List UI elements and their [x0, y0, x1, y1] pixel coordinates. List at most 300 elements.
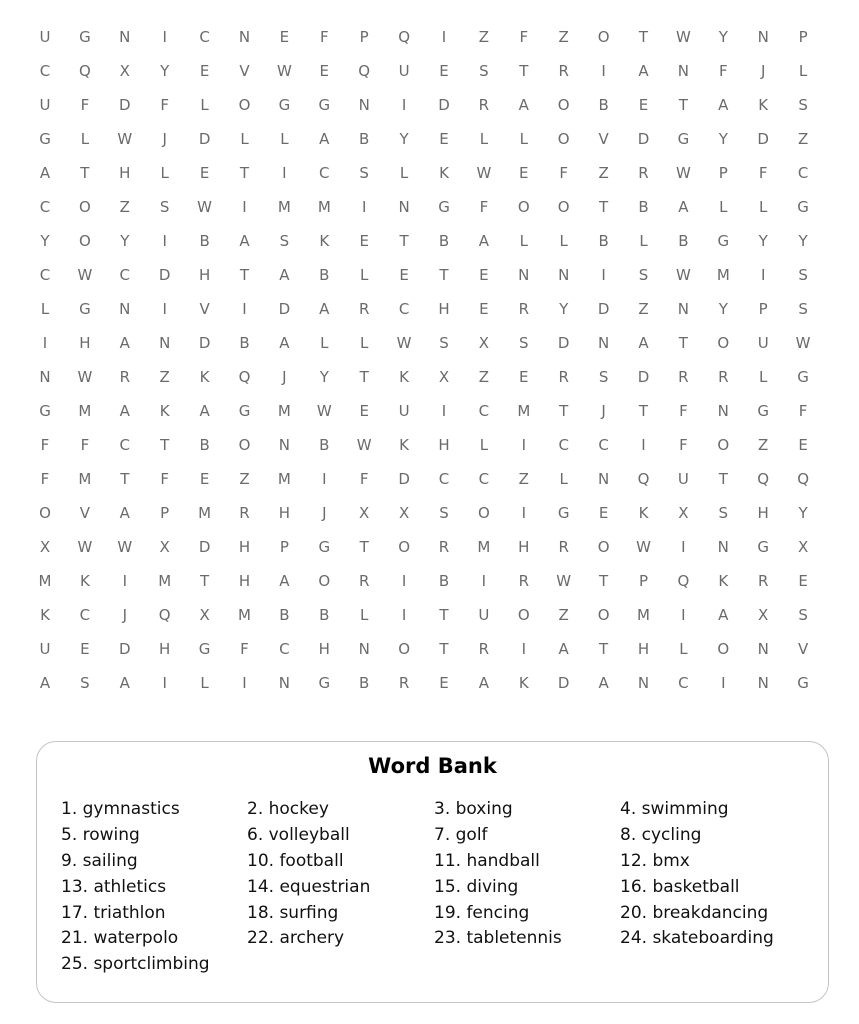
- grid-letter[interactable]: M: [277, 470, 291, 488]
- grid-letter[interactable]: G: [79, 28, 91, 46]
- grid-letter[interactable]: E: [439, 62, 449, 80]
- grid-letter[interactable]: A: [558, 640, 569, 658]
- grid-letter[interactable]: G: [198, 640, 211, 658]
- grid-letter[interactable]: H: [438, 300, 450, 318]
- grid-letter[interactable]: F: [40, 436, 50, 454]
- grid-letter[interactable]: E: [359, 232, 369, 250]
- grid-letter[interactable]: V: [199, 300, 210, 318]
- grid-letter[interactable]: T: [439, 606, 449, 624]
- grid-letter[interactable]: C: [119, 266, 131, 284]
- grid-letter[interactable]: R: [757, 572, 769, 590]
- grid-letter[interactable]: R: [638, 164, 649, 182]
- grid-letter[interactable]: N: [717, 538, 729, 556]
- grid-letter[interactable]: C: [39, 62, 51, 80]
- grid-letter[interactable]: J: [162, 130, 167, 148]
- grid-letter[interactable]: C: [678, 674, 689, 692]
- grid-letter[interactable]: D: [757, 130, 769, 148]
- grid-letter[interactable]: T: [599, 198, 609, 216]
- grid-letter[interactable]: F: [479, 198, 489, 216]
- grid-letter[interactable]: M: [517, 402, 531, 420]
- grid-letter[interactable]: M: [277, 402, 291, 420]
- grid-letter[interactable]: P: [279, 538, 289, 556]
- grid-letter[interactable]: D: [637, 130, 650, 148]
- grid-letter[interactable]: K: [758, 96, 769, 114]
- grid-letter[interactable]: M: [637, 606, 650, 624]
- grid-letter[interactable]: I: [601, 62, 606, 80]
- grid-letter[interactable]: X: [159, 538, 170, 556]
- grid-letter[interactable]: C: [598, 436, 609, 454]
- grid-letter[interactable]: Q: [158, 606, 171, 624]
- grid-letter[interactable]: O: [597, 538, 610, 556]
- grid-letter[interactable]: P: [758, 300, 768, 318]
- grid-letter[interactable]: C: [279, 640, 290, 658]
- grid-letter[interactable]: M: [198, 504, 212, 522]
- grid-letter[interactable]: A: [718, 606, 729, 624]
- grid-letter[interactable]: L: [559, 232, 568, 250]
- grid-letter[interactable]: F: [160, 470, 169, 488]
- grid-letter[interactable]: E: [319, 62, 330, 80]
- grid-letter[interactable]: I: [521, 436, 527, 454]
- grid-letter[interactable]: G: [797, 368, 809, 386]
- grid-letter[interactable]: W: [276, 62, 292, 80]
- grid-letter[interactable]: C: [39, 198, 51, 216]
- grid-letter[interactable]: S: [439, 334, 449, 352]
- grid-letter[interactable]: I: [721, 674, 726, 692]
- grid-letter[interactable]: O: [78, 232, 91, 250]
- grid-letter[interactable]: A: [279, 334, 290, 352]
- grid-letter[interactable]: Q: [757, 470, 770, 488]
- grid-letter[interactable]: Y: [319, 368, 329, 386]
- grid-letter[interactable]: N: [558, 266, 570, 284]
- grid-letter[interactable]: Q: [238, 368, 251, 386]
- grid-letter[interactable]: T: [519, 62, 529, 80]
- grid-letter[interactable]: F: [80, 96, 90, 114]
- grid-letter[interactable]: S: [279, 232, 290, 250]
- grid-letter[interactable]: F: [80, 436, 90, 454]
- grid-letter[interactable]: L: [240, 130, 249, 148]
- grid-letter[interactable]: O: [318, 572, 331, 590]
- grid-letter[interactable]: E: [519, 164, 529, 182]
- grid-letter[interactable]: D: [557, 674, 570, 692]
- grid-letter[interactable]: I: [322, 470, 327, 488]
- grid-letter[interactable]: L: [160, 164, 169, 182]
- grid-letter[interactable]: I: [282, 164, 287, 182]
- grid-letter[interactable]: W: [675, 28, 691, 46]
- grid-letter[interactable]: Y: [120, 232, 130, 250]
- grid-letter[interactable]: Y: [718, 300, 728, 318]
- grid-letter[interactable]: N: [757, 674, 769, 692]
- grid-letter[interactable]: K: [518, 674, 529, 692]
- grid-letter[interactable]: B: [438, 232, 450, 250]
- grid-letter[interactable]: Z: [518, 470, 529, 488]
- grid-letter[interactable]: M: [317, 198, 331, 216]
- grid-letter[interactable]: U: [677, 470, 689, 488]
- grid-letter[interactable]: N: [278, 674, 290, 692]
- grid-letter[interactable]: G: [238, 402, 251, 420]
- grid-letter[interactable]: O: [78, 198, 91, 216]
- grid-letter[interactable]: Y: [758, 232, 768, 250]
- grid-letter[interactable]: K: [79, 572, 90, 590]
- grid-letter[interactable]: A: [638, 62, 649, 80]
- grid-letter[interactable]: R: [558, 538, 569, 556]
- grid-letter[interactable]: P: [638, 572, 649, 590]
- grid-letter[interactable]: Y: [40, 232, 50, 250]
- grid-letter[interactable]: C: [797, 164, 809, 182]
- grid-letter[interactable]: N: [119, 300, 131, 318]
- grid-letter[interactable]: E: [359, 402, 369, 420]
- grid-letter[interactable]: O: [597, 606, 610, 624]
- grid-letter[interactable]: C: [478, 402, 490, 420]
- grid-letter[interactable]: N: [518, 266, 530, 284]
- grid-letter[interactable]: W: [117, 538, 133, 556]
- grid-letter[interactable]: S: [359, 164, 369, 182]
- grid-letter[interactable]: P: [798, 28, 808, 46]
- grid-letter[interactable]: Z: [797, 130, 809, 148]
- grid-letter[interactable]: R: [558, 62, 569, 80]
- grid-letter[interactable]: O: [717, 334, 730, 352]
- grid-letter[interactable]: N: [119, 28, 131, 46]
- grid-letter[interactable]: X: [758, 606, 769, 624]
- grid-letter[interactable]: H: [198, 266, 211, 284]
- grid-letter[interactable]: H: [278, 504, 291, 522]
- grid-letter[interactable]: B: [638, 198, 649, 216]
- grid-letter[interactable]: B: [319, 606, 330, 624]
- grid-letter[interactable]: R: [239, 504, 250, 522]
- grid-letter[interactable]: K: [159, 402, 170, 420]
- grid-letter[interactable]: F: [359, 470, 369, 488]
- grid-letter[interactable]: K: [399, 436, 410, 454]
- grid-letter[interactable]: A: [119, 674, 130, 692]
- grid-letter[interactable]: E: [399, 266, 409, 284]
- grid-letter[interactable]: T: [678, 96, 688, 114]
- grid-letter[interactable]: A: [718, 96, 729, 114]
- grid-letter[interactable]: Q: [398, 28, 410, 46]
- grid-letter[interactable]: J: [760, 62, 766, 80]
- grid-letter[interactable]: F: [679, 402, 688, 420]
- grid-letter[interactable]: W: [396, 334, 412, 352]
- grid-letter[interactable]: C: [319, 164, 330, 182]
- grid-letter[interactable]: G: [438, 198, 450, 216]
- grid-letter[interactable]: B: [199, 232, 210, 250]
- grid-letter[interactable]: V: [598, 130, 609, 148]
- grid-letter[interactable]: T: [599, 640, 609, 658]
- grid-letter[interactable]: Y: [718, 28, 728, 46]
- grid-letter[interactable]: H: [159, 640, 171, 658]
- grid-letter[interactable]: W: [636, 538, 651, 556]
- grid-letter[interactable]: G: [557, 504, 570, 522]
- grid-letter[interactable]: G: [717, 232, 730, 250]
- grid-letter[interactable]: B: [239, 334, 250, 352]
- grid-letter[interactable]: H: [637, 640, 650, 658]
- grid-letter[interactable]: L: [639, 232, 648, 250]
- grid-letter[interactable]: T: [80, 164, 90, 182]
- grid-letter[interactable]: D: [398, 470, 410, 488]
- grid-letter[interactable]: C: [438, 470, 450, 488]
- grid-letter[interactable]: T: [718, 470, 728, 488]
- grid-letter[interactable]: O: [597, 28, 610, 46]
- grid-letter[interactable]: I: [601, 266, 606, 284]
- grid-letter[interactable]: O: [557, 198, 570, 216]
- grid-letter[interactable]: L: [679, 640, 688, 658]
- grid-letter[interactable]: L: [519, 232, 528, 250]
- grid-letter[interactable]: N: [358, 96, 370, 114]
- grid-letter[interactable]: X: [119, 62, 130, 80]
- grid-letter[interactable]: X: [199, 606, 210, 624]
- grid-letter[interactable]: G: [797, 198, 809, 216]
- grid-letter[interactable]: L: [519, 130, 528, 148]
- grid-letter[interactable]: N: [398, 198, 410, 216]
- grid-letter[interactable]: N: [39, 368, 51, 386]
- grid-letter[interactable]: R: [358, 572, 370, 590]
- grid-letter[interactable]: S: [159, 198, 170, 216]
- grid-letter[interactable]: O: [238, 96, 251, 114]
- grid-letter[interactable]: L: [479, 130, 489, 148]
- grid-letter[interactable]: S: [598, 368, 609, 386]
- grid-letter[interactable]: R: [119, 368, 131, 386]
- grid-letter[interactable]: X: [797, 538, 809, 556]
- grid-letter[interactable]: S: [798, 266, 808, 284]
- grid-letter[interactable]: A: [638, 334, 649, 352]
- grid-letter[interactable]: H: [238, 538, 251, 556]
- grid-letter[interactable]: L: [759, 368, 768, 386]
- grid-letter[interactable]: I: [521, 640, 527, 658]
- grid-letter[interactable]: P: [359, 28, 369, 46]
- grid-letter[interactable]: Z: [638, 300, 649, 318]
- grid-letter[interactable]: I: [162, 28, 167, 46]
- grid-letter[interactable]: L: [200, 96, 209, 114]
- grid-letter[interactable]: A: [119, 504, 130, 522]
- grid-letter[interactable]: E: [519, 368, 529, 386]
- grid-letter[interactable]: A: [319, 300, 330, 318]
- grid-letter[interactable]: S: [718, 504, 729, 522]
- grid-letter[interactable]: C: [119, 436, 131, 454]
- grid-letter[interactable]: T: [559, 402, 569, 420]
- grid-letter[interactable]: T: [678, 334, 688, 352]
- grid-letter[interactable]: N: [278, 436, 290, 454]
- grid-letter[interactable]: Y: [718, 130, 728, 148]
- grid-letter[interactable]: D: [637, 368, 650, 386]
- grid-letter[interactable]: L: [280, 130, 289, 148]
- grid-letter[interactable]: E: [199, 470, 210, 488]
- grid-letter[interactable]: I: [242, 674, 247, 692]
- grid-letter[interactable]: N: [637, 674, 650, 692]
- grid-letter[interactable]: F: [160, 96, 169, 114]
- grid-letter[interactable]: F: [240, 640, 249, 658]
- grid-letter[interactable]: D: [119, 96, 131, 114]
- grid-letter[interactable]: E: [199, 164, 210, 182]
- grid-letter[interactable]: I: [162, 300, 167, 318]
- grid-letter[interactable]: T: [638, 402, 649, 420]
- grid-letter[interactable]: T: [239, 164, 250, 182]
- grid-letter[interactable]: N: [757, 28, 769, 46]
- grid-letter[interactable]: R: [518, 572, 530, 590]
- grid-letter[interactable]: A: [39, 164, 51, 182]
- grid-letter[interactable]: S: [439, 504, 449, 522]
- grid-letter[interactable]: I: [401, 96, 407, 114]
- grid-letter[interactable]: E: [479, 266, 489, 284]
- grid-letter[interactable]: E: [80, 640, 90, 658]
- grid-letter[interactable]: U: [39, 640, 51, 658]
- grid-letter[interactable]: I: [401, 572, 407, 590]
- grid-letter[interactable]: H: [438, 436, 450, 454]
- grid-letter[interactable]: C: [199, 28, 210, 46]
- grid-letter[interactable]: E: [439, 130, 449, 148]
- grid-letter[interactable]: Z: [558, 606, 569, 624]
- grid-letter[interactable]: D: [278, 300, 291, 318]
- grid-letter[interactable]: L: [719, 198, 728, 216]
- grid-letter[interactable]: N: [238, 28, 251, 46]
- grid-letter[interactable]: O: [717, 436, 730, 454]
- grid-letter[interactable]: Y: [160, 62, 170, 80]
- grid-letter[interactable]: N: [677, 62, 689, 80]
- grid-letter[interactable]: W: [77, 266, 93, 284]
- grid-letter[interactable]: A: [478, 674, 490, 692]
- grid-letter[interactable]: K: [638, 504, 649, 522]
- grid-letter[interactable]: K: [718, 572, 729, 590]
- grid-letter[interactable]: F: [758, 164, 768, 182]
- grid-letter[interactable]: S: [638, 266, 649, 284]
- grid-letter[interactable]: T: [239, 266, 250, 284]
- grid-letter[interactable]: A: [678, 198, 689, 216]
- grid-letter[interactable]: B: [359, 674, 370, 692]
- grid-letter[interactable]: Z: [478, 28, 490, 46]
- grid-letter[interactable]: G: [278, 96, 291, 114]
- grid-letter[interactable]: W: [675, 266, 691, 284]
- grid-letter[interactable]: D: [198, 538, 211, 556]
- grid-letter[interactable]: B: [199, 436, 210, 454]
- grid-letter[interactable]: N: [757, 640, 769, 658]
- grid-letter[interactable]: R: [518, 300, 530, 318]
- grid-letter[interactable]: O: [238, 436, 251, 454]
- grid-letter[interactable]: N: [717, 402, 729, 420]
- grid-letter[interactable]: I: [481, 572, 487, 590]
- grid-letter[interactable]: G: [677, 130, 690, 148]
- grid-letter[interactable]: D: [119, 640, 131, 658]
- grid-letter[interactable]: R: [478, 640, 490, 658]
- grid-letter[interactable]: E: [439, 674, 449, 692]
- grid-letter[interactable]: M: [238, 606, 251, 624]
- grid-letter[interactable]: I: [242, 300, 247, 318]
- grid-letter[interactable]: J: [322, 504, 327, 522]
- grid-letter[interactable]: L: [80, 130, 90, 148]
- grid-letter[interactable]: W: [476, 164, 492, 182]
- grid-letter[interactable]: T: [120, 470, 130, 488]
- grid-letter[interactable]: G: [318, 674, 331, 692]
- grid-letter[interactable]: E: [798, 572, 808, 590]
- grid-letter[interactable]: I: [681, 606, 686, 624]
- grid-letter[interactable]: Q: [797, 470, 809, 488]
- grid-letter[interactable]: T: [439, 266, 449, 284]
- grid-letter[interactable]: Z: [159, 368, 170, 386]
- grid-letter[interactable]: G: [39, 130, 51, 148]
- grid-letter[interactable]: P: [718, 164, 728, 182]
- grid-letter[interactable]: Q: [677, 572, 690, 590]
- grid-letter[interactable]: S: [519, 334, 529, 352]
- grid-letter[interactable]: O: [517, 606, 530, 624]
- grid-letter[interactable]: S: [798, 606, 808, 624]
- grid-letter[interactable]: K: [319, 232, 330, 250]
- grid-letter[interactable]: N: [159, 334, 171, 352]
- grid-letter[interactable]: N: [597, 334, 610, 352]
- grid-letter[interactable]: J: [601, 402, 606, 420]
- grid-letter[interactable]: U: [398, 62, 410, 80]
- grid-letter[interactable]: S: [479, 62, 489, 80]
- grid-letter[interactable]: E: [199, 62, 210, 80]
- grid-letter[interactable]: M: [277, 198, 291, 216]
- grid-letter[interactable]: B: [598, 232, 609, 250]
- grid-letter[interactable]: M: [38, 572, 52, 590]
- grid-letter[interactable]: U: [39, 96, 51, 114]
- grid-letter[interactable]: I: [441, 28, 447, 46]
- grid-letter[interactable]: R: [718, 368, 729, 386]
- grid-letter[interactable]: I: [681, 538, 686, 556]
- grid-letter[interactable]: T: [599, 572, 609, 590]
- grid-letter[interactable]: G: [318, 96, 331, 114]
- grid-letter[interactable]: T: [359, 368, 369, 386]
- grid-letter[interactable]: W: [77, 368, 93, 386]
- grid-letter[interactable]: X: [39, 538, 51, 556]
- grid-letter[interactable]: X: [478, 334, 490, 352]
- grid-letter[interactable]: J: [122, 606, 128, 624]
- grid-letter[interactable]: K: [199, 368, 210, 386]
- grid-letter[interactable]: Y: [399, 130, 409, 148]
- grid-letter[interactable]: L: [360, 606, 369, 624]
- grid-letter[interactable]: E: [479, 300, 489, 318]
- grid-letter[interactable]: H: [79, 334, 91, 352]
- grid-letter[interactable]: Q: [358, 62, 371, 80]
- grid-letter[interactable]: A: [319, 130, 330, 148]
- grid-letter[interactable]: G: [797, 674, 809, 692]
- grid-letter[interactable]: A: [39, 674, 51, 692]
- grid-letter[interactable]: G: [757, 538, 769, 556]
- grid-letter[interactable]: G: [757, 402, 769, 420]
- grid-letter[interactable]: H: [318, 640, 330, 658]
- grid-letter[interactable]: I: [641, 436, 646, 454]
- grid-letter[interactable]: Z: [239, 470, 250, 488]
- grid-letter[interactable]: I: [122, 572, 128, 590]
- grid-letter[interactable]: Z: [598, 164, 609, 182]
- grid-letter[interactable]: H: [518, 538, 530, 556]
- grid-letter[interactable]: R: [678, 368, 689, 386]
- grid-letter[interactable]: T: [200, 572, 210, 590]
- grid-letter[interactable]: N: [358, 640, 370, 658]
- grid-letter[interactable]: Y: [798, 504, 808, 522]
- grid-letter[interactable]: L: [559, 470, 568, 488]
- grid-letter[interactable]: W: [77, 538, 93, 556]
- grid-letter[interactable]: Z: [558, 28, 569, 46]
- grid-letter[interactable]: A: [279, 266, 290, 284]
- grid-letter[interactable]: O: [517, 198, 530, 216]
- grid-letter[interactable]: O: [398, 538, 410, 556]
- grid-letter[interactable]: M: [716, 266, 730, 284]
- grid-letter[interactable]: C: [79, 606, 91, 624]
- grid-letter[interactable]: M: [158, 572, 172, 590]
- grid-letter[interactable]: B: [279, 606, 290, 624]
- grid-letter[interactable]: H: [757, 504, 769, 522]
- grid-letter[interactable]: K: [399, 368, 410, 386]
- grid-letter[interactable]: C: [558, 436, 569, 454]
- grid-letter[interactable]: S: [798, 300, 808, 318]
- grid-letter[interactable]: U: [757, 334, 769, 352]
- grid-letter[interactable]: G: [79, 300, 91, 318]
- grid-letter[interactable]: C: [39, 266, 51, 284]
- grid-letter[interactable]: D: [557, 334, 570, 352]
- grid-letter[interactable]: L: [360, 266, 369, 284]
- grid-letter[interactable]: X: [438, 368, 450, 386]
- grid-letter[interactable]: J: [282, 368, 287, 386]
- grid-letter[interactable]: Z: [119, 198, 130, 216]
- grid-letter[interactable]: B: [319, 266, 330, 284]
